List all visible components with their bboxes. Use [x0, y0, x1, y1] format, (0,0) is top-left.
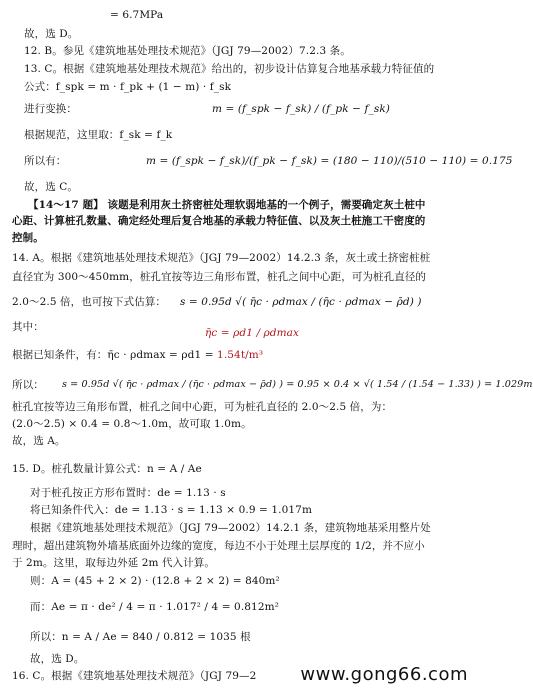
formula-line: s = 0.95d √( η̄c · ρdmax / (η̄c · ρdmax − ρ̄d) )	[180, 296, 422, 308]
text-line: 14. A。根据《建筑地基处理技术规范》（JGJ 79—2002）14.2.3 条，灰土或土挤密桩桩	[12, 252, 431, 264]
text-line: 故，选 D。	[30, 653, 85, 665]
text-line: = 6.7MPa	[110, 9, 164, 21]
text-line: 15. D。桩孔数量计算公式：n = A / Ae	[12, 463, 202, 475]
text-line: 理时，超出建筑物外墙基底面外边缘的宽度，每边不小于处理土层厚度的 1/2，并不应小	[12, 540, 425, 552]
text-line: (2.0～2.5) × 0.4 = 0.8～1.0m，故可取 1.0m。	[12, 418, 252, 430]
text-line: 故，选 A。	[12, 435, 66, 447]
text-line: 将已知条件代入：de = 1.13 · s = 1.13 × 0.9 = 1.017m	[30, 504, 313, 516]
formula-line: 公式：f_spk = m · f_pk + (1 − m) · f_sk	[24, 81, 232, 93]
formula-text: 根据已知条件，有：η̄c · ρdmax = ρd1 =	[12, 349, 218, 361]
formula-line: m = (f_spk − f_sk)/(f_pk − f_sk) = (180 − 110)/(510 − 110) = 0.175	[146, 155, 513, 167]
text-line: 进行变换：	[24, 103, 77, 115]
formula-line: m = (f_spk − f_sk) / (f_pk − f_sk)	[212, 103, 390, 115]
text-line: 所以：	[12, 379, 44, 391]
formula-line: η̄c = ρd1 / ρdmax	[205, 327, 300, 339]
watermark-url: www.gong66.com	[300, 664, 468, 685]
text-line: 故，选 D。	[24, 28, 79, 40]
text-line: 故，选 C。	[24, 181, 78, 193]
formula-line: 则：A = (45 + 2 × 2) · (12.8 + 2 × 2) = 840m²	[30, 575, 280, 587]
text-line	[12, 348, 263, 362]
formula-line: s = 0.95d √( η̄c · ρdmax / (η̄c · ρdmax − ρ̄d) ) = 0.95 × 0.4 × √( 1.54 / (1.54 − 1.33) ) = 1.029m	[62, 379, 533, 390]
highlighted-value: 1.54t/m³	[217, 349, 264, 361]
section-text: 心距、计算桩孔数量、确定经处理后复合地基的承载力特征值、以及灰土桩施工干密度的	[12, 215, 426, 227]
text-line: 桩孔宜按等边三角形布置，桩孔之间中心距，可为桩孔直径的 2.0～2.5 倍，为：	[12, 401, 393, 413]
text-line: 16. C。根据《建筑地基处理技术规范》（JGJ 79—2	[12, 670, 257, 682]
section-text: 控制。	[12, 232, 44, 244]
text-line: 2.0～2.5 倍，也可按下式估算：	[12, 296, 167, 308]
text-line: 13. C。根据《建筑地基处理技术规范》给出的，初步设计估算复合地基承载力特征值的	[24, 63, 435, 75]
text-line: 所以有：	[24, 155, 67, 167]
text-line: 对于桩孔按正方形布置时：de = 1.13 · s	[30, 487, 226, 499]
text-line: 12. B。参见《建筑地基处理技术规范》（JGJ 79—2002）7.2.3 条。	[24, 45, 351, 57]
text-line: 于 2m。这里，取每边外延 2m 代入计算。	[12, 557, 215, 569]
section-heading: 【14～17 题】 该题是利用灰土挤密桩处理软弱地基的一个例子，需要确定灰土桩中	[28, 199, 426, 211]
text-line: 根据《建筑地基处理技术规范》（JGJ 79—2002）14.2.1 条，建筑物地基采用整片处	[30, 522, 431, 534]
text-line: 根据规范，这里取：f_sk = f_k	[24, 129, 173, 141]
text-line: 其中：	[12, 321, 44, 333]
text-line: 直径宜为 300～450mm，桩孔宜按等边三角形布置，桩孔之间中心距，可为桩孔直径的	[12, 271, 427, 283]
formula-line: 而：Ae = π · de² / 4 = π · 1.017² / 4 = 0.812m²	[30, 601, 279, 613]
formula-line: 所以：n = A / Ae = 840 / 0.812 = 1035 根	[30, 631, 251, 643]
